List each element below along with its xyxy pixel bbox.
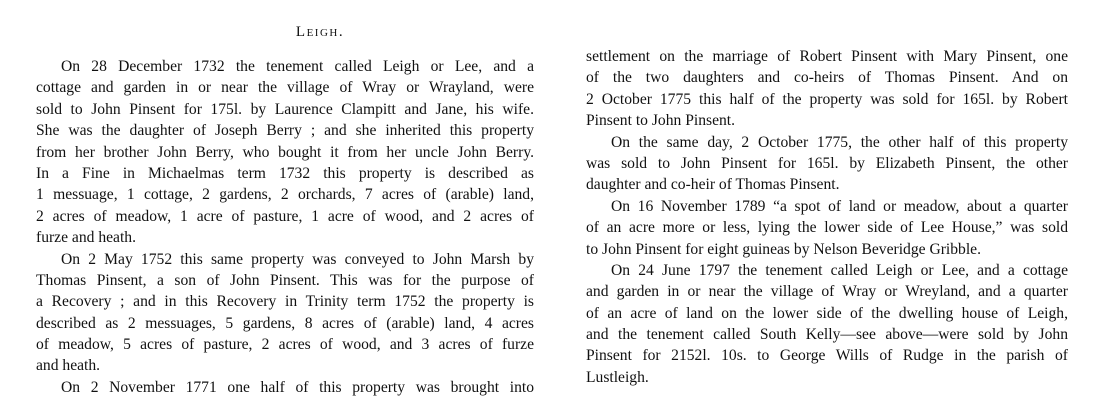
- section-title: Leigh.: [295, 24, 345, 40]
- text-line: described as 2 messuages, 5 gardens, 8 acres of (arable) land, 4 acres: [36, 314, 534, 332]
- text-line: of an acre more or less, lying the lower side of Lee House,” was sold: [586, 219, 1068, 237]
- text-line: of meadow, 5 acres of pasture, 2 acres of wood, and 3 acres of furze: [36, 336, 534, 354]
- text-line: On 24 June 1797 the tenement called Leigh or Lee, and a cottage: [611, 261, 1068, 279]
- text-line: On 28 December 1732 the tenement called Leigh or Lee, and a: [61, 58, 534, 75]
- text-line: 1 messuage, 1 cottage, 2 gardens, 2 orchards, 7 acres of (arable) land,: [36, 186, 534, 204]
- text-line: daughter and co-heir of Thomas Pinsent.: [586, 176, 840, 194]
- text-line: Pinsent to John Pinsent.: [586, 112, 736, 130]
- text-line: In a Fine in Michaelmas term 1732 this property is described as: [36, 164, 534, 182]
- text-line: and the tenement called South Kelly—see above—were sold by John: [586, 326, 1068, 344]
- text-line: On 16 November 1789 “a spot of land or meadow, about a quarter: [611, 197, 1068, 215]
- text-line: She was the daughter of Joseph Berry ; and she inherited this property: [36, 122, 534, 140]
- text-line: Thomas Pinsent, a son of John Pinsent. This was for the purpose of: [36, 271, 534, 289]
- text-line: 2 October 1775 this half of the property was sold for 165l. by Robert: [586, 90, 1068, 108]
- text-line: cottage and garden in or near the village of Wray or Wrayland, were: [36, 79, 534, 97]
- text-line: On the same day, 2 October 1775, the other half of this property: [611, 133, 1068, 151]
- text-line: Lustleigh.: [586, 368, 649, 386]
- text-line: furze and heath.: [36, 229, 137, 247]
- text-line: and heath.: [36, 357, 101, 375]
- text-line: On 2 May 1752 this same property was conveyed to John Marsh by: [61, 250, 534, 268]
- left-text-block: [36, 56, 534, 398]
- text-line: of an acre of land on the lower side of the dwelling house of Leigh,: [586, 304, 1068, 322]
- text-line: of the two daughters and co-heirs of Thomas Pinsent. And on: [586, 69, 1068, 87]
- text-line: settlement on the marriage of Robert Pinsent with Mary Pinsent, one: [586, 48, 1068, 65]
- text-line: was sold to John Pinsent for 165l. by Elizabeth Pinsent, the other: [586, 154, 1068, 172]
- text-line: 2 acres of meadow, 1 acre of pasture, 1 acre of wood, and 2 acres of: [36, 207, 534, 225]
- right-text-block: [586, 46, 1068, 388]
- text-line: from her brother John Berry, who bought it from her uncle John Berry.: [36, 143, 534, 161]
- text-line: a Recovery ; and in this Recovery in Trinity term 1752 the property is: [36, 293, 534, 311]
- text-line: sold to John Pinsent for 175l. by Laurence Clampitt and Jane, his wife.: [36, 100, 534, 118]
- text-line: to John Pinsent for eight guineas by Nelson Beveridge Gribble.: [586, 240, 981, 258]
- text-line: and garden in or near the village of Wray or Wreyland, and a quarter: [586, 283, 1068, 301]
- text-line: On 2 November 1771 one half of this property was brought into: [61, 378, 534, 396]
- text-line: Pinsent for 2152l. 10s. to George Wills of Rudge in the parish of: [586, 347, 1068, 365]
